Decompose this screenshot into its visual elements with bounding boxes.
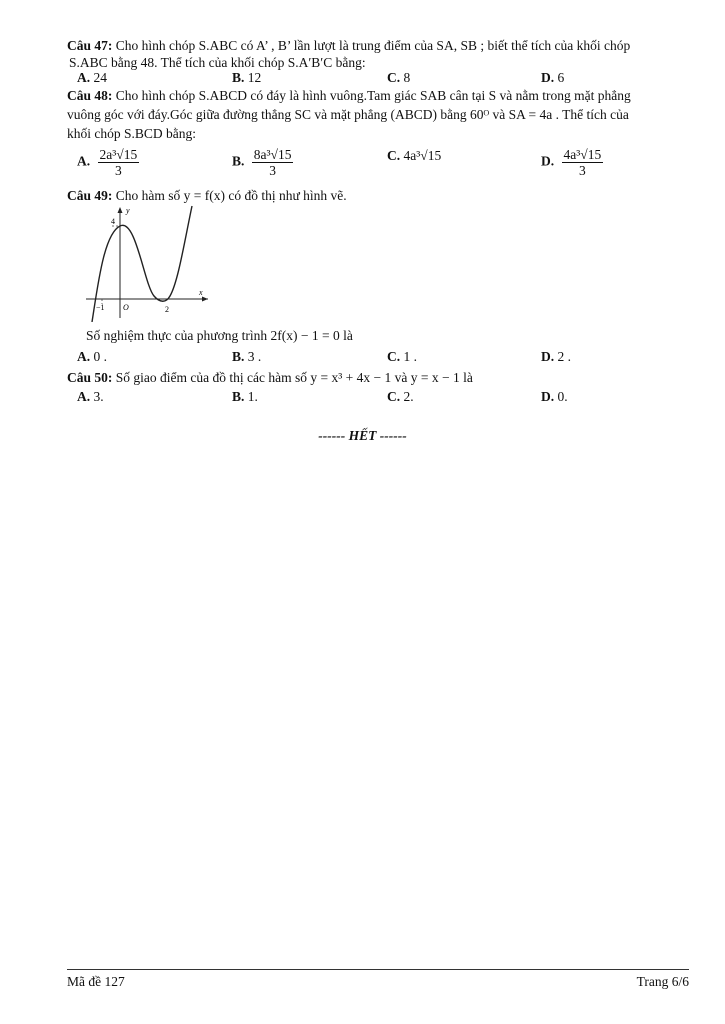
q49-text2: Số nghiệm thực của phương trình 2f(x) − 1 = 0 là (86, 328, 353, 343)
q48-label: Câu 48: (67, 88, 113, 103)
graph-y-arrow (118, 207, 123, 213)
q49-option-a: A. 0 . (77, 349, 107, 364)
q47-option-b: B. 12 (232, 70, 262, 85)
footer-page-number: Trang 6/6 (636, 974, 689, 989)
graph-origin-label: O (123, 303, 129, 312)
graph-x-arrow (202, 297, 208, 302)
q49-line1 (67, 188, 347, 204)
graph-tick-2: 2 (165, 305, 169, 314)
q49-label: Câu 49: (67, 188, 113, 203)
q50-text1: Số giao điểm của đồ thị các hàm số y = x³ + 4x − 1 và y = x − 1 là (112, 370, 473, 385)
q47-option-a: A. 24 (77, 70, 107, 85)
q48-option-a-fraction: $\frac{\text{2a³√15}}{3}$ (99, 147, 138, 178)
q47-label: Câu 47: (67, 38, 113, 53)
q48-option-c: C. 4a³√15 (387, 148, 442, 163)
end-mark: ------ HẾT ------ (318, 428, 407, 443)
q48-text2: vuông góc với đáy.Góc giữa đường thẳng SC và mặt phẳng (ABCD) bằng 60ᴼ và SA = 4a . Thể tích của (67, 107, 629, 122)
q48-text3: khối chóp S.BCD bằng: (67, 126, 197, 141)
q48-text1: Cho hình chóp S.ABCD có đáy là hình vuông.Tam giác SAB cân tại S và nằm trong mặt phẳng (112, 88, 631, 103)
q47-option-d: D. 6 (541, 70, 565, 85)
q49-option-b: B. 3 . (232, 349, 262, 364)
graph-x-label: x (199, 288, 203, 297)
q48-option-d: D. $\frac{\text{4a³√15}}{3}$ (541, 147, 602, 178)
q47-text1: Cho hình chóp S.ABC có A’ , B’ lần lượt là trung điểm của SA, SB ; biết thể tích của khối chóp (112, 38, 631, 53)
q49-function-graph (82, 204, 212, 322)
q50-option-b: B. 1. (232, 389, 258, 404)
q50-option-d: D. 0. (541, 389, 568, 404)
q47-line2 (69, 55, 366, 71)
q47-text2: S.ABC bằng 48. Thể tích của khối chóp S.A′B′C bằng: (69, 55, 366, 70)
q50-label: Câu 50: (67, 370, 113, 385)
footer-divider (67, 969, 689, 970)
q49-line2 (86, 328, 353, 344)
q47-line1 (67, 38, 630, 54)
q50-line1 (67, 370, 473, 386)
q48-option-d-fraction: $\frac{\text{4a³√15}}{3}$ (563, 147, 602, 178)
q49-text1: Cho hàm số y = f(x) có đồ thị như hình vẽ. (112, 188, 347, 203)
q48-line1 (67, 88, 631, 104)
graph-tick-4: 4 (111, 217, 115, 226)
q50-option-c: C. 2. (387, 389, 414, 404)
q48-line3 (67, 126, 196, 142)
q48-line2 (67, 107, 629, 123)
q50-option-a: A. 3. (77, 389, 104, 404)
q49-option-d: D. 2 . (541, 349, 571, 364)
graph-y-label: y (126, 206, 130, 215)
q48-option-b-fraction: $\frac{\text{8a³√15}}{3}$ (253, 147, 292, 178)
footer-exam-code: Mã đề 127 (67, 974, 125, 989)
q49-option-c: C. 1 . (387, 349, 417, 364)
graph-tick-neg1: −1 (96, 303, 105, 312)
q47-option-c: C. 8 (387, 70, 411, 85)
q48-option-a: A. $\frac{\text{2a³√15}}{3}$ (77, 147, 138, 178)
q48-option-b: B. $\frac{\text{8a³√15}}{3}$ (232, 147, 292, 178)
graph-curve (92, 206, 192, 322)
